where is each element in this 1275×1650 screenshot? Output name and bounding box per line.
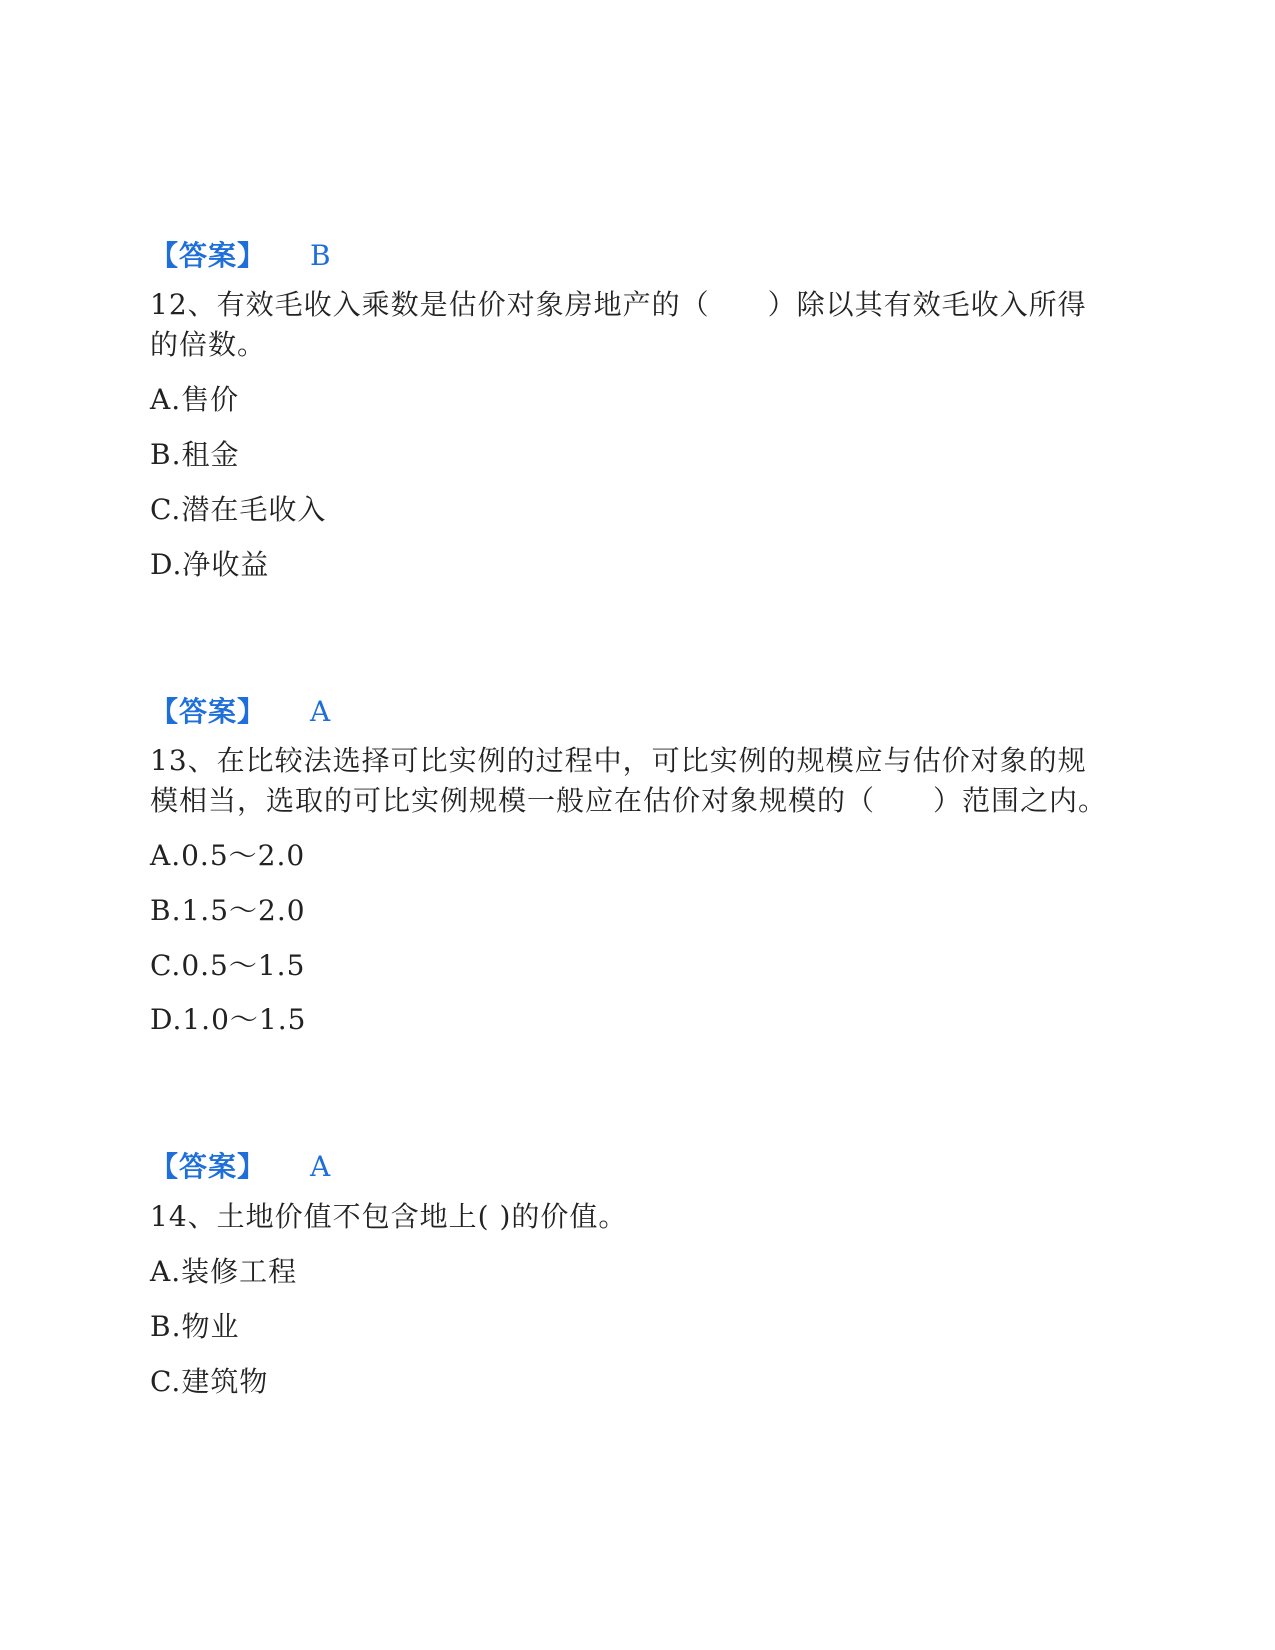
question-13-option-d: D.1.0～1.5	[150, 1003, 307, 1036]
answer-label: 【答案】	[150, 1150, 267, 1183]
answer-row	[150, 1147, 332, 1187]
answer-label: 【答案】	[150, 239, 267, 272]
answer-row	[150, 692, 332, 732]
question-12-text: 12、有效毛收入乘数是估价对象房地产的（ ）除以其有效毛收入所得的倍数。	[150, 288, 1087, 361]
question-12-option-b: B.租金	[150, 438, 240, 471]
question-14-text: 14、土地价值不包含地上( )的价值。	[150, 1200, 628, 1233]
question-13-option-b: B.1.5～2.0	[150, 894, 306, 927]
answer-value: A	[310, 695, 332, 728]
question-14-option-c: C.建筑物	[150, 1365, 269, 1398]
question-14-option-a: A.装修工程	[150, 1255, 298, 1288]
answer-label: 【答案】	[150, 695, 267, 728]
question-13-option-a: A.0.5～2.0	[150, 839, 306, 872]
question-13-option-c: C.0.5～1.5	[150, 949, 306, 982]
answer-row	[150, 236, 332, 276]
question-12-option-d: D.净收益	[150, 548, 270, 581]
question-12-option-a: A.售价	[150, 383, 240, 416]
answer-value: A	[310, 1150, 332, 1183]
question-14-option-b: B.物业	[150, 1310, 240, 1343]
answer-value: B	[310, 239, 332, 272]
question-12-option-c: C.潜在毛收入	[150, 493, 327, 526]
question-13-text: 13、在比较法选择可比实例的过程中，可比实例的规模应与估价对象的规模相当，选取的可比实例规模一般应在估价对象规模的（ ）范围之内。	[150, 744, 1108, 817]
